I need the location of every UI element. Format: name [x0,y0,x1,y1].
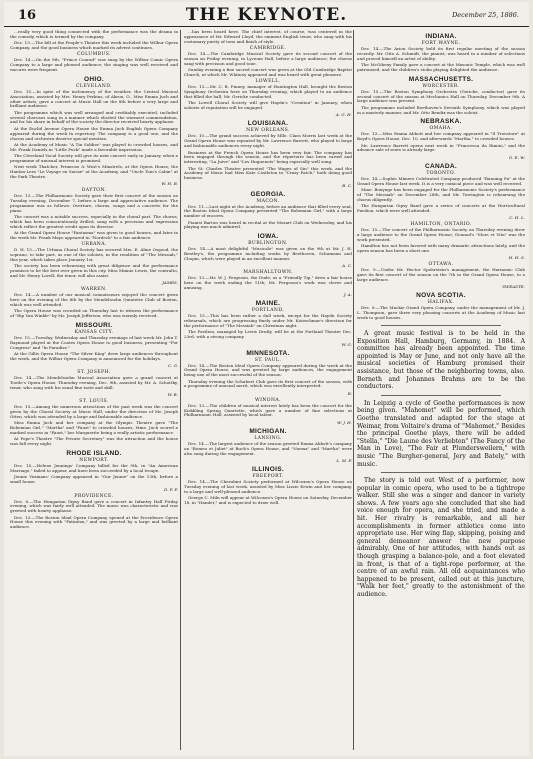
report-paragraph: The society has been rehearsing with great diligence and the performance promises to be the best ever given in this city. Miss Minnie Lewis, the contralto, and Mr. Henry Lovell, the tenor, will also assist. [10,263,178,279]
report-paragraph: At Pope's Theatre "The Private Secretary" was the attraction and the house was full every night. [10,436,178,447]
column-1 [10,30,178,752]
report-paragraph: Dec. 15.—In spite of the inclemency of the weather, the Central Musical Association, assisted by Mrs. Henry Perkins, of Akron, O., Miss Emma Juch and other artists, gave a concert at Music Hall on the 8th before a very large and brilliant audience. [10,88,178,109]
report-paragraph: Dec. 13.—The Philharmonic Society gave their first concert of the season on Tuesday evening, December 7, before a large and appreciative audience. The programme was as follows: Overture, chorus, songs and a concerto for the piano. [10,193,178,213]
report-paragraph: Jennie Yeamans' Company appeared in "Our Jennie" on the 13th, before a small house. [10,474,178,485]
column-rule [353,30,354,750]
report-paragraph: The Cleveland Vocal Society will give its next concert early in January, when a programme of unusual interest is promised. [10,153,178,163]
city-heading: KANSAS CITY. [74,330,114,336]
report-paragraph: …has been heard here. The chief interest, of course, was centered in the appearance of Mr. Edward Lloyd, the eminent English tenor, who sang with his customary purity of tone and finish of style. [184,30,352,44]
section-divider [381,395,501,396]
report-paragraph: Sunday evening a fine sacred concert was given at the Old Cambridge Baptist Church, at which Mr. Whitney appeared and was heard with great pleasure. [184,67,352,77]
correspondent-signature: B. C. [342,182,352,188]
city-heading: LANSING. [254,435,282,441]
report-paragraph: Dec. 8.—The Hungarian Gipsy Band gave a concert in Infantry Hall Friday evening, which was fairly well attended. The music was characteristic and was greeted with hearty applause. [10,498,178,514]
state-heading: INDIANA. [425,33,457,40]
correspondent-signature: C. H. L. [509,215,525,221]
correspondent-signature: C. G. [167,363,178,369]
report-paragraph: The Pavilion, managed by Lewis Drutly, will be at the Portland Theatre Dec. 23rd, with a strong company. [184,329,352,340]
city-heading: ST. PAUL. [254,357,282,363]
report-paragraph: Dec. 8.—The Mackie Grand Opera Company, under the management of Mr. J. L. Thompson, gave three very pleasing concerts at the Academy of Music last week to good houses. [357,305,525,321]
report-paragraph: Dec. 14.—The Cambridge Musical Society gave its second concert of the season on Friday evening, in Lyceum Hall, before a large audience; the chorus sang with precision and good tone. [184,51,352,66]
state-heading: MICHIGAN. [249,427,287,435]
state-heading: MISSOURI. [75,322,113,330]
report-paragraph: Dec. 14.—The Cherubini Society performed at Wilcoxon's Opera House on Tuesday evening of last week, assisted by Miss Lizzie Erwin and her company, to a large and well-pleased audience. [184,478,352,494]
report-paragraph: Business at the French Opera House has been very fair. The company has been engaged through the season, and the répertoire has been varied and interesting, "La Juive" and "Les Huguenots" being especially well sung. [184,149,352,165]
state-heading: MASSACHUSETTS. [408,75,474,83]
report-paragraph: Dec. 14.—A most delightful "Musicale" was given on the 9th at Mr. J. H. Bentley's, the programme including works by Beethoven, Schumann and Chopin, which were played in an excellent manner. [184,246,352,261]
section-divider [381,325,501,326]
report-paragraph: The Opera House was crowded on Thursday last to witness the performance of "Rip Van Winkle" by Mr. Joseph Jefferson, who was warmly received. [10,308,178,319]
report-paragraph: Dec. 13.—The children of musical interest lately has been the concert for the Kirkbling Spring Quartette, which gave a number of fine selections at Philharmonic Hall, assisted by local talent. [184,402,352,418]
correspondent-signature: D. F. F. [163,486,178,492]
city-heading: PORTLAND. [251,308,285,314]
report-paragraph: The programme included Beethoven's Seventh Symphony, which was played in a masterly manner, and Mr. Otto Bendix was the soloist. [357,104,525,115]
city-heading: ST. JOSEPH. [77,370,111,376]
report-paragraph: Dec. 14.—The largest audience of the season greeted Emma Abbott's company on "Romeo et Juliet" at Buck's Opera House, and "Norma" and "Martha" were also sung during the engagement. [184,440,352,456]
report-paragraph: Dec. 9.—Under Mr. Hector Spohrstein's management, the Harmonic Club gave its first concert of the season on the 7th in the Grand Opera House, to a large audience. [357,267,525,283]
report-paragraph: Dec. 15.—Helene Jennings' Company billed for the 9th, in "An American Marriage," failed to appear, and have been succeeded by a local troupe. [10,463,178,473]
report-paragraph: At the Academy of Music "A Tin Soldier" was played to crowded houses, and Mr. Frank Daniels in "Little Puck" made a favorable impression. [10,141,178,152]
correspondent-signature: G. E. W. [508,154,525,160]
report-paragraph: At the Gillis Opera House "The Silver King" drew large audiences throughout the week, and the Wilbur Opera Company is announced for the holidays. [10,351,178,361]
correspondent-signature: H. H. S. [508,255,525,261]
report-paragraph: Thursday evening the Schubert Club gave its first concert of the season, with a programme of unusual merit, which was excellently interpreted. [184,378,352,389]
state-heading: OHIO. [84,75,104,83]
city-heading: CAMBRIDGE. [249,46,287,52]
city-heading: LOWELL. [255,79,281,85]
correspondent-signature: SWEASTE. [502,284,525,290]
report-paragraph: The Lowell Choral Society will give Haydn's "Creation" in January, when soloists of reputation will be engaged. [184,100,352,111]
report-paragraph: Dec. 15.—Tuesday, Wednesday and Thursday evenings of last week Mr. John T. Raymond played at the Coates Opera House to good business, presenting "For Congress" and "In Paradise." [10,335,178,350]
city-heading: OTTAWA. [428,262,454,268]
section-divider [381,472,501,473]
report-paragraph: Dec. 13.—The Boston Ideal Opera Company opened at the Providence Opera House this evening with "Fatinitza," and was greeted by a large and brilliant audience. [10,514,178,530]
city-heading: WARREN. [80,287,108,293]
issue-date: December 25, 1886. [452,11,519,19]
report-paragraph: The St. Charles Theatre presented "The Wages of Sin" this week, and the Academy of Music had Miss Kate Castleton in "Crazy Patch," both doing good business. [184,165,352,181]
report-paragraph: Dec. 14.—On the 9th, "Prince Conrad" was sung by the Wilbur Comic Opera Company to a large and pleased audience; the singing was well received and encores were frequent. [10,57,178,73]
column-3 [357,30,525,752]
report-paragraph: Mr. Lawrence Barrett opens next week in "Francesca da Rimini," and the advance sale of seats is already large. [357,142,525,153]
city-heading: MARSHALLTOWN. [243,270,293,276]
report-paragraph: D. H. 15.—The Urbana Choral Society has secured Mrs. E. Aline Osgood, the soprano, to take part, as one of the soloists, in the rendition of "The Messiah," this year, which takes place January 1st. [10,247,178,263]
city-heading: WORCESTER. [422,83,460,89]
report-paragraph: Hamilton has not been favored with many dramatic attractions lately, and the opera season has been a short one. [357,243,525,254]
city-heading: WINONA. [255,397,281,403]
state-heading: NOVA SCOTIA. [416,292,466,300]
city-heading: FREEPORT. [252,473,284,479]
article-paragraph: A great music festival is to be held in the Exposition Hall, Hamburg, Germany, in 1884. A committee has already been appointed. The time appointed is May or June, and not only have all the musical societies of Hamburg promised their assistance, but those of the neighboring towns, also. Berneth and Johannes Brahms are to be the conductors. [357,330,525,391]
state-heading: MAINE. [255,300,281,308]
report-paragraph: At the Euclid Avenue Opera House the Emma Juch English Opera Company appeared during the week in repertory. The company is a good one, and the chorus and orchestra deserve special mention. [10,125,178,141]
report-paragraph: George C. Miln will appear at Wilcoxon's Opera House on Saturday, December 18, in "Hamlet," and is expected to draw well. [184,494,352,505]
report-paragraph: The programme which was well arranged and creditably executed, included several choruses sung in a manner which elicited the warmest commendation, and for his share in behalf of the society the director received hearty applause. [10,109,178,125]
report-paragraph: The Hungarian Gipsy Band gave a series of concerts at the Horticultural Pavilion, which were well attended. [357,203,525,213]
report-paragraph: Dec. 10.—The grand success achieved by Mlle. Clara Morris last week at the Grand Opera House was repeated by Mr. Lawrence Barrett, who played to large and fashionable audiences every night. [184,133,352,149]
masthead [4,2,529,27]
city-heading: ST. LOUIS. [79,399,109,405]
correspondent-signature: L. M. F. [336,457,352,463]
report-paragraph: Dec. 14.—The Mendelssohn Musical Association gave a grand concert at Tootle's Opera House, Thursday evening, Dec. 9th, assisted by Mr. A. Schottky, tenor, who sang with his usual fine taste and skill. [10,375,178,391]
report-paragraph: Dec. 15.—This has been rather a dull week, except for the Haydn Society rehearsals, which are progressing finely under Mr. Kotzschmar's direction for the performance of "The Messiah" on Christmas night. [184,313,352,329]
correspondent-signature: A. C. [342,263,352,269]
correspondent-signature: W. J. H. [337,419,352,425]
report-paragraph: Next week Thatcher, Primrose & West's Minstrels, at the Opera House; the Hanlon-Lees "Le Voyage en Suisse" at the Academy, and "Uncle Tom's Cabin" at the Park Theatre. [10,164,178,179]
state-heading: MINNESOTA. [246,349,290,357]
state-heading: CANADA. [424,162,458,170]
city-heading: URBANA. [81,242,107,248]
report-paragraph: Dec. 14.—Sophie Mimers Celebrated Company produced "Running Pa" at the Grand Opera House last week. It is a very comical piece and was well received. [357,175,525,186]
city-heading: FORT WAYNE. [421,41,461,46]
city-heading: OMAHA. [429,126,453,132]
state-heading: LOUISIANA. [247,120,289,128]
state-heading: RHODE ISLAND. [66,450,122,458]
city-heading: HAMILTON, ONTARIO. [410,222,472,228]
state-heading: NEBRASKA. [420,118,462,126]
report-paragraph: Dec. 13.—Mr. W. J. Ferguson, the Dude, as a "Friendly Tip," drew a fair house here on the week ending the 11th; Mr. Ferguson's work was clever and amusing. [184,275,352,290]
correspondent-signature: B. [347,390,352,396]
column-2 [184,30,352,752]
correspondent-signature: J. A. [343,292,352,298]
report-paragraph: …really very good thing connected with the performance was the drama in the comedy, which is termed by the company. [10,30,178,39]
state-heading: ILLINOIS. [252,465,284,473]
report-paragraph: Dec. 15.—The Boston Symphony Orchestra (Gericke, conductor) gave its second concert of the season at Mechanics Hall on Thursday, December 9th. A large audience was present. [357,88,525,104]
city-heading: BURLINGTON. [248,241,288,247]
correspondent-signature: W. B. [167,392,178,398]
report-paragraph: Dec. 11.—Last night at the Academy, before an audience that filled every seat, the Boston Ideal Opera Company presented "The Bohemian Girl," with a large number of encores. [184,203,352,219]
report-paragraph: Dec. 13.—Mr. C. B. Pinney, manager of Huntington Hall, brought the Boston Symphony Orchestra here on Thursday evening, which played to an audience that filled the hall; Mr. Gericke conducted. [184,84,352,99]
report-paragraph: At the Grand Opera House "Fantasma" was given to good houses, and later in the week Mr. Frank Mayo appeared in "Nordeck" to a fair audience. [10,230,178,240]
city-heading: MACON. [256,198,280,204]
report-paragraph: The concert was a notable success, especially in the choral part. The chorus, which has been conscientiously drilled, sang with a precision and expression which reflect the greatest credit upon its director. [10,214,178,229]
state-heading: GEORGIA. [250,190,286,198]
newspaper-title: THE KEYNOTE. [185,5,348,25]
report-paragraph: Dec. 15.—Among the numerous attractions of the past week was the concert given by the Choral Society at Music Hall, under the direction of Mr. Joseph Otten, which was attended by a large and fashionable audience. [10,404,178,420]
article-paragraph: In Leipzig a cycle of Goethe performances is now being given. "Mahomet" will be performed, which Goethe translated and adapted for the stage at Weimar, from Voltaire's drama of "Mahomet." Besides the principal Goethe plays, there will be added "Stella," "Die Laune des Verliebten" (The Fancy of the Man in Love), "The Fair at Plundersweilern," with music "The Burgher-general, Jery and Bately," with music. [357,399,525,468]
report-paragraph: Miss Emma Juch and her company at the Olympic Theatre gave "The Bohemian Girl," "Martha" and "Faust" to crowded houses; Mme. Juch scored a marked success in "Faust," her Marguerite being a really artistic performance. [10,420,178,436]
report-paragraph: Dec. 13.—The bill at the People's Theatre this week included the Wilbur Opera Company, and the good business which marked its advent continues. [10,40,178,51]
report-paragraph: The McGibeny Family gave a concert at the Masonic Temple, which was well patronized, and the children's violin playing delighted the audience. [357,62,525,72]
report-paragraph: Dec. 14.—The Arion Society held its first regular meeting of the season recently. Mr. Otto A. Schmidt, the pianist, was heard in a number of selections and proved himself an artist of ability. [357,46,525,61]
article-paragraph: The story is told out West of a performer, now popular in comic opera, who used to be a tightrope walker. Still she was a singer and dancer in variety shows. A few years ago she concluded that she had voice enough for opera, and she tried, and made a hit. Her rivalry is remarkable, and all her accomplishments in former athletics come into appropriate use. Her wing flap, skipping, poising and general demeanor answer the new purpose admirably. One of her attitudes, with hands out as though grasping a balance-pole, and a foot elevated in front, is that of a tight-rope performer, at the centre of an awful rain. All old acquaintances who happened to be present, called out at this juncture, "Walk her feet," greatly to the astonishment of the audience. [357,477,525,598]
correspondent-signature: A. G. H. [335,112,352,118]
correspondent-signature: W. G. [341,341,352,347]
report-paragraph: Dec. 13.—Miss Emma Abbott and her company appeared in "Il Trovatore" at Boyd's Opera House, Dec. 10, and afterwards "Martha," to crowded houses. [357,131,525,142]
page-number: 16 [18,8,37,23]
report-paragraph: Pianist Barton was heard in recital at the Mozart Club on Wednesday, and his playing was much admired. [184,219,352,230]
city-heading: DAYTON. [81,188,107,194]
report-paragraph: Dec. 15.—The concert of the Philharmonic Society on Thursday evening drew a large audience to the Grand Opera House; Gounod's "Mors et Vita" was the work presented. [357,227,525,242]
city-heading: NEWPORT. [79,458,109,464]
city-heading: HALIFAX. [427,300,455,306]
city-heading: PROVIDENCE. [74,493,114,499]
correspondent-signature: JAMES. [162,280,178,286]
column-rule [180,30,181,750]
newspaper-page [4,2,529,756]
city-heading: COLUMBUS. [77,52,111,58]
report-paragraph: Dec. 14.—A number of our musical connoisseurs enjoyed the concert given here on the evening of the 8th by the Mendelssohn Quintette Club of Boston, which was well attended. [10,292,178,308]
correspondent-signature: W. H. B. [161,181,178,187]
state-heading: IOWA. [257,233,279,241]
city-heading: TORONTO. [426,170,456,176]
report-paragraph: Dec. 14.—The Boston Ideal Opera Company appeared during the week at the Grand Opera House, and was greeted by large audiences, the engagement being one of the most successful of the season. [184,362,352,378]
city-heading: CLEVELAND. [76,83,112,89]
report-paragraph: Mme. Bonynge has been engaged for the Philharmonic Society's performance of "The Messiah" on December 28th, and Mr. Torrington is rehearsing the chorus diligently. [357,187,525,202]
city-heading: NEW ORLEANS. [246,128,290,134]
